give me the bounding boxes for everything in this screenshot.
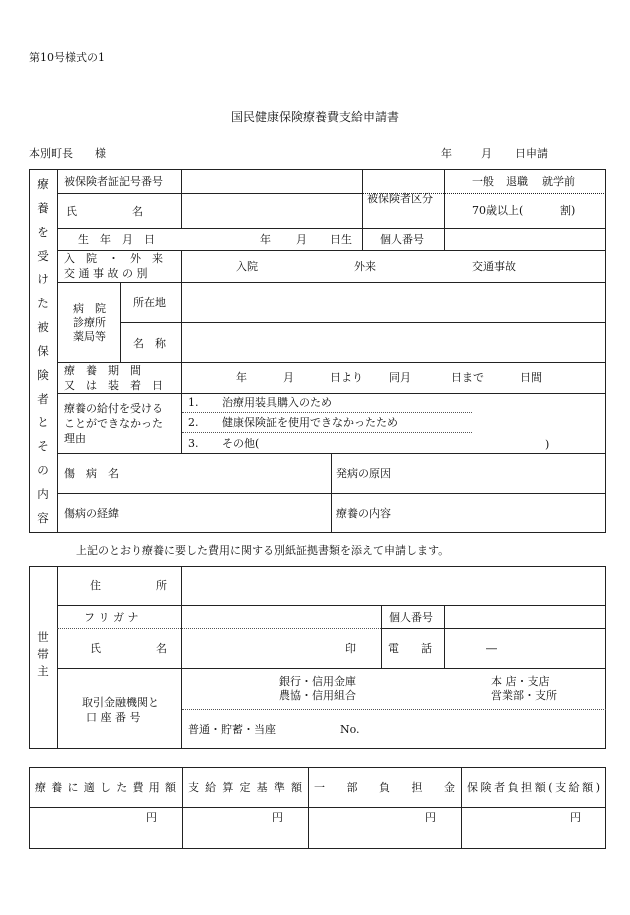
visit-type-label-line2: 交 通 事 故 の 別 — [64, 267, 148, 280]
branch-type-line1: 本 店・支店 — [491, 675, 550, 688]
side-label-char: と — [37, 415, 49, 430]
amount-field[interactable] — [30, 808, 181, 848]
category-general[interactable]: 一般 — [472, 175, 494, 188]
furigana-field[interactable] — [182, 606, 380, 628]
side-label-char: 受 — [37, 248, 49, 263]
bank-label-line1: 取引金融機関と — [82, 696, 159, 709]
application-statement: 上記のとおり療養に要した費用に関する別紙証拠書類を添えて申請します。 — [76, 544, 450, 557]
amount-header: 療養に適した費用額 — [35, 781, 176, 794]
side-label-char: 主 — [37, 664, 49, 678]
phone-label: 電 話 — [388, 642, 432, 655]
reason-text: 治療用装具購入のため — [222, 396, 332, 409]
reason-label-line: 療養の給付を受ける — [64, 402, 163, 415]
amount-field[interactable] — [462, 808, 605, 848]
side-label-char: 保 — [37, 343, 49, 358]
amount-header: 支給算定基準額 — [188, 781, 302, 794]
side-label-char: 養 — [37, 200, 49, 215]
facility-name-label: 名 称 — [133, 337, 166, 350]
side-label-char: け — [37, 272, 49, 287]
date-year: 年 — [441, 147, 452, 160]
side-label-char: 被 — [37, 320, 49, 335]
reason-text: 健康保険証を使用できなかったため — [222, 416, 398, 429]
furigana-label: フ リ ガ ナ — [84, 611, 139, 624]
side-label-char: 者 — [37, 391, 49, 406]
treatment-content-label: 療養の内容 — [336, 507, 391, 520]
category-retired[interactable]: 退職 — [506, 175, 528, 188]
side-label-char: 険 — [37, 367, 49, 382]
side-label-char: 内 — [37, 486, 49, 501]
reason-number[interactable]: 1. — [188, 396, 199, 409]
side-label-char: の — [37, 463, 49, 478]
insured-category-label: 被保険者区分 — [367, 192, 433, 205]
disease-course-label: 傷病の経緯 — [64, 507, 119, 520]
form-title: 国民健康保険療養費支給申請書 — [230, 110, 399, 124]
dob-day: 日生 — [330, 233, 352, 246]
side-label-char: 療 — [37, 177, 49, 191]
patient-name-label: 氏 名 — [66, 205, 143, 218]
facility-name-field[interactable] — [182, 323, 605, 362]
bank-type-line1: 銀行・信用金庫 — [279, 675, 356, 688]
period-year: 年 — [236, 371, 247, 384]
side-label-char: 容 — [37, 510, 49, 525]
seal-mark: 印 — [345, 642, 356, 655]
account-number-label: No. — [340, 723, 360, 736]
category-over70-unit: 割) — [560, 204, 576, 217]
other-close-paren: ) — [545, 438, 550, 451]
yen-unit: 円 — [146, 811, 157, 824]
category-preschool[interactable]: 就学前 — [542, 175, 575, 188]
reason-label-line: 理由 — [64, 432, 86, 445]
reason-number[interactable]: 2. — [188, 416, 199, 429]
householder-address-field[interactable] — [182, 567, 605, 605]
householder-my-number-field[interactable] — [445, 606, 605, 628]
form-number: 第10号様式の1 — [29, 51, 105, 64]
reason-text: その他( — [222, 437, 260, 450]
facility-type-line: 薬局等 — [73, 330, 106, 343]
side-label-char: そ — [37, 439, 49, 454]
amount-header: 保険者負担額(支給額) — [467, 781, 600, 794]
visit-type-label-line1: 入 院 ・ 外 来 — [64, 252, 163, 265]
patient-side-label — [29, 176, 57, 526]
visit-inpatient[interactable]: 入院 — [236, 260, 258, 273]
cause-label: 発病の原因 — [336, 467, 391, 480]
disease-name-label: 傷 病 名 — [64, 467, 119, 480]
amount-field[interactable] — [309, 808, 460, 848]
my-number-label: 個人番号 — [380, 233, 424, 246]
phone-dash: ― — [486, 642, 497, 655]
reason-label — [64, 401, 163, 446]
dob-month: 月 — [296, 233, 307, 246]
side-label-char: 世 — [37, 630, 49, 644]
date-day: 日申請 — [515, 147, 548, 160]
visit-traffic-accident[interactable]: 交通事故 — [472, 260, 516, 273]
period-label-line2: 又 は 装 着 日 — [64, 379, 163, 392]
facility-type-label — [73, 302, 106, 344]
yen-unit: 円 — [425, 811, 436, 824]
dob-label: 生 年 月 日 — [78, 233, 155, 246]
facility-location-label: 所在地 — [133, 296, 166, 309]
my-number-field[interactable] — [445, 229, 605, 250]
period-until: 日まで — [451, 371, 484, 384]
account-types[interactable]: 普通・貯蓄・当座 — [188, 723, 276, 736]
period-month: 月 — [283, 371, 294, 384]
facility-location-field[interactable] — [182, 283, 605, 322]
amount-field[interactable] — [183, 808, 307, 848]
period-label-line1: 療 養 期 間 — [64, 364, 141, 377]
side-label-char: 帯 — [37, 647, 49, 661]
householder-side-label — [29, 629, 57, 679]
date-month: 月 — [481, 147, 492, 160]
addressee: 本別町長 様 — [29, 147, 106, 160]
yen-unit: 円 — [570, 811, 581, 824]
reason-label-line: ことができなかった — [64, 417, 163, 430]
patient-name-field[interactable] — [182, 194, 361, 228]
branch-type-line2: 営業部・支所 — [491, 689, 557, 702]
insurance-card-number-field[interactable] — [182, 170, 361, 193]
facility-type-line: 診療所 — [73, 316, 106, 329]
householder-name-field[interactable] — [182, 629, 342, 668]
amount-header: 一 部 負 担 金 — [314, 781, 455, 794]
dob-year: 年 — [260, 233, 271, 246]
side-label-char: を — [37, 224, 49, 239]
yen-unit: 円 — [272, 811, 283, 824]
householder-address-label: 住 所 — [90, 579, 167, 592]
side-label-char: た — [37, 296, 49, 311]
period-same-month: 同月 — [389, 371, 411, 384]
facility-type-line: 病 院 — [73, 302, 106, 315]
bank-label-line2: 口 座 番 号 — [86, 711, 141, 724]
insurance-card-number-label: 被保険者証記号番号 — [64, 175, 163, 188]
householder-my-number-label: 個人番号 — [389, 611, 433, 624]
reason-number[interactable]: 3. — [188, 437, 199, 450]
category-over70[interactable]: 70歳以上( — [472, 204, 524, 217]
householder-name-label: 氏 名 — [90, 642, 167, 655]
bank-type-line2: 農協・信用組合 — [279, 689, 356, 702]
visit-outpatient[interactable]: 外来 — [354, 260, 376, 273]
period-from: 日より — [330, 371, 363, 384]
period-days: 日間 — [520, 371, 542, 384]
